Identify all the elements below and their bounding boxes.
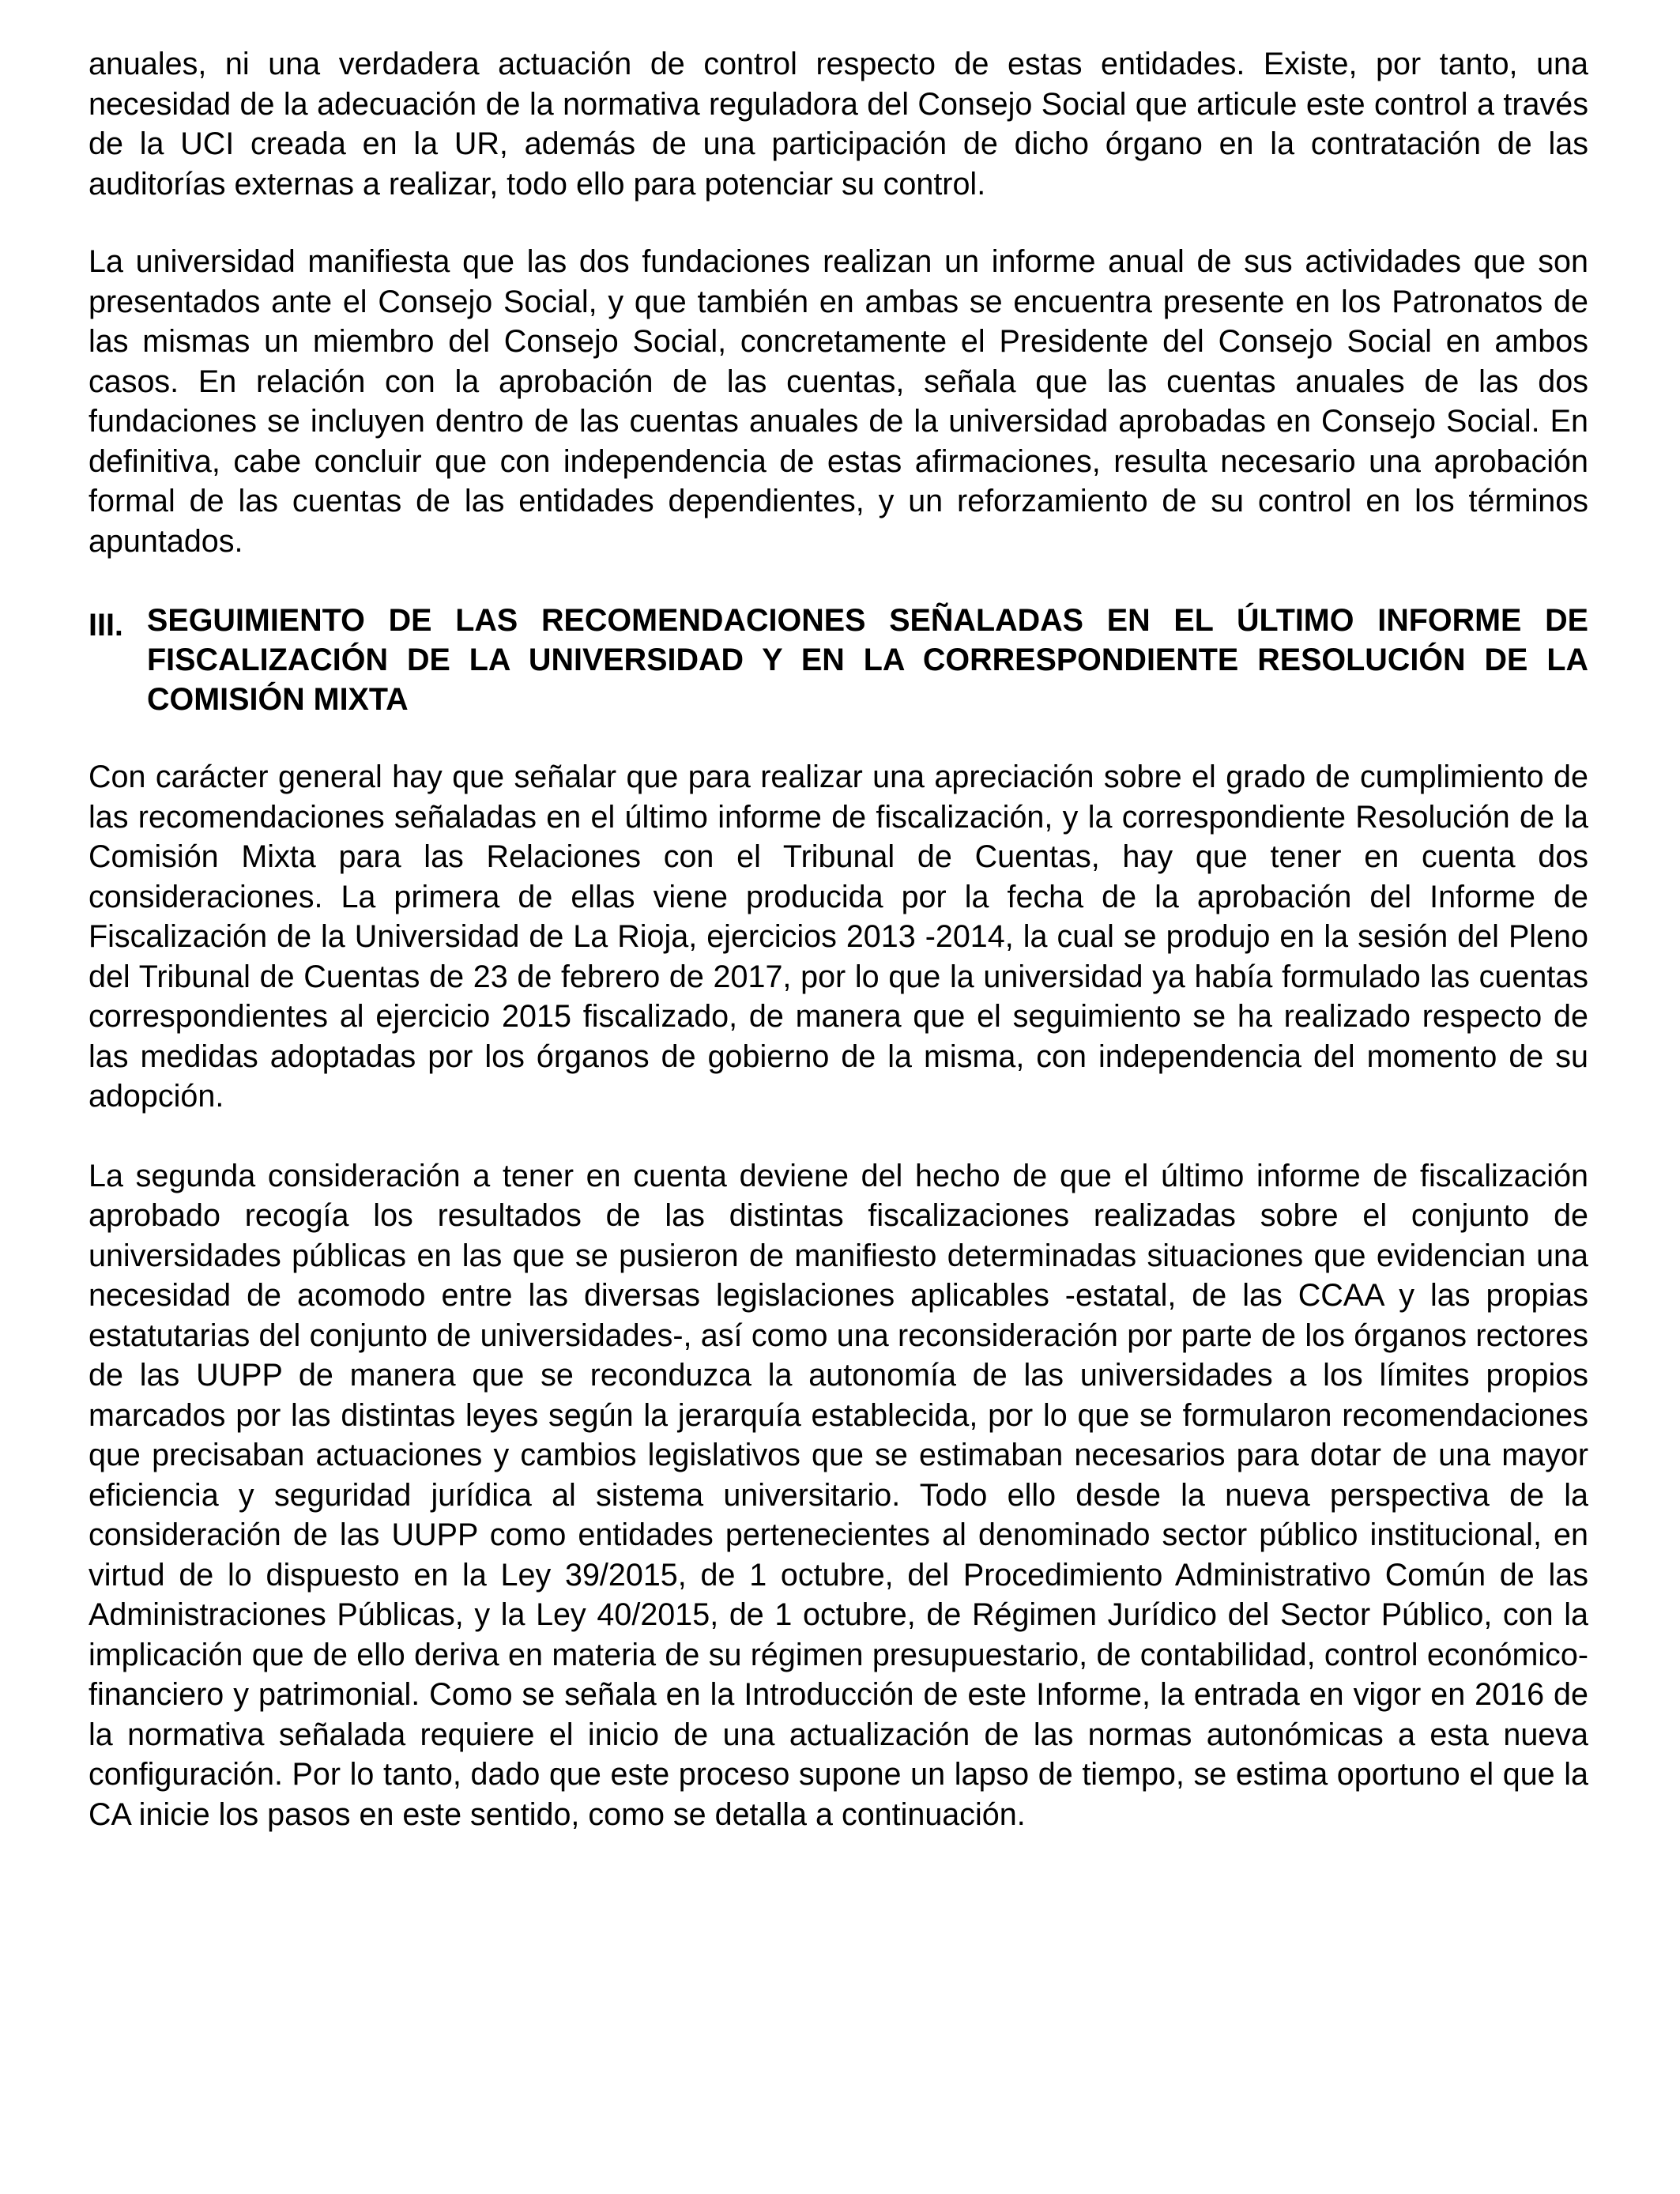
section-title: SEGUIMIENTO DE LAS RECOMENDACIONES SEÑALADAS EN EL ÚLTIMO INFORME DE FISCALIZACIÓN DE LA UNIVERSIDAD Y EN LA CORRESPONDIENTE RESOLUCIÓN DE LA COMISIÓN MIXTA <box>147 603 1588 717</box>
section-heading <box>89 601 1588 719</box>
paragraph-segunda-consideracion: La segunda consideración a tener en cuenta deviene del hecho de que el último informe de fiscalización aprobado recogía los resultados de las distintas fiscalizaciones realizadas sobre el conjunto de universidades públicas en las que se pusieron de manifiesto determinadas situaciones que evidencian una necesidad de acomodo entre las diversas legislaciones aplicables -estatal, de las CCAA y las propias estatutarias del conjunto de universidades-, así como una reconsideración por parte de los órganos rectores de las UUPP de manera que se reconduzca la autonomía de las universidades a los límites propios marcados por las distintas leyes según la jerarquía establecida, por lo que se formularon recomendaciones que precisaban actuaciones y cambios legislativos que se estimaban necesarios para dotar de una mayor eficiencia y seguridad jurídica al sistema universitario. Todo ello desde la nueva perspectiva de la consideración de las UUPP como entidades pertenecientes al denominado sector público institucional, en virtud de lo dispuesto en la Ley 39/2015, de 1 octubre, del Procedimiento Administrativo Común de las Administraciones Públicas, y la Ley 40/2015, de 1 octubre, de Régimen Jurídico del Sector Público, con la implicación que de ello deriva en materia de su régimen presupuestario, de contabilidad, control económico-financiero y patrimonial. Como se señala en la Introducción de este Informe, la entrada en vigor en 2016 de la normativa señalada requiere el inicio de una actualización de las normas autonómicas a esta nueva configuración. Por lo tanto, dado que este proceso supone un lapso de tiempo, se estima oportuno el que la CA inicie los pasos en este sentido, como se detalla a continuación. <box>89 1158 1588 1832</box>
document-page <box>89 44 1588 1834</box>
paragraph-caracter-general: Con carácter general hay que señalar que para realizar una apreciación sobre el grado de cumplimiento de las recomendaciones señaladas en el último informe de fiscalización, y la correspondiente Resolución de la Comisión Mixta para las Relaciones con el Tribunal de Cuentas, hay que tener en cuenta dos consideraciones. La primera de ellas viene producida por la fecha de la aprobación del Informe de Fiscalización de la Universidad de La Rioja, ejercicios 2013 -2014, la cual se produjo en la sesión del Pleno del Tribunal de Cuentas de 23 de febrero de 2017, por lo que la universidad ya había formulado las cuentas correspondientes al ejercicio 2015 fiscalizado, de manera que el seguimiento se ha realizado respecto de las medidas adoptadas por los órganos de gobierno de la misma, con independencia del momento de su adopción. <box>89 760 1588 1114</box>
section-number: III. <box>89 608 123 643</box>
paragraph-fundaciones: La universidad manifiesta que las dos fundaciones realizan un informe anual de sus actividades que son presentados ante el Consejo Social, y que también en ambas se encuentra presente en los Patronatos de las mismas un miembro del Consejo Social, concretamente el Presidente del Consejo Social en ambos casos. En relación con la aprobación de las cuentas, señala que las cuentas anuales de las dos fundaciones se incluyen dentro de las cuentas anuales de la universidad aprobadas en Consejo Social. En definitiva, cabe concluir que con independencia de estas afirmaciones, resulta necesario una aprobación formal de las cuentas de las entidades dependientes, y un reforzamiento de su control en los términos apuntados. <box>89 244 1588 559</box>
paragraph-control-normativa: anuales, ni una verdadera actuación de control respecto de estas entidades. Existe, por tanto, una necesidad de la adecuación de la normativa reguladora del Consejo Social que articule este control a través de la UCI creada en la UR, además de una participación de dicho órgano en la contratación de las auditorías externas a realizar, todo ello para potenciar su control. <box>89 47 1588 202</box>
